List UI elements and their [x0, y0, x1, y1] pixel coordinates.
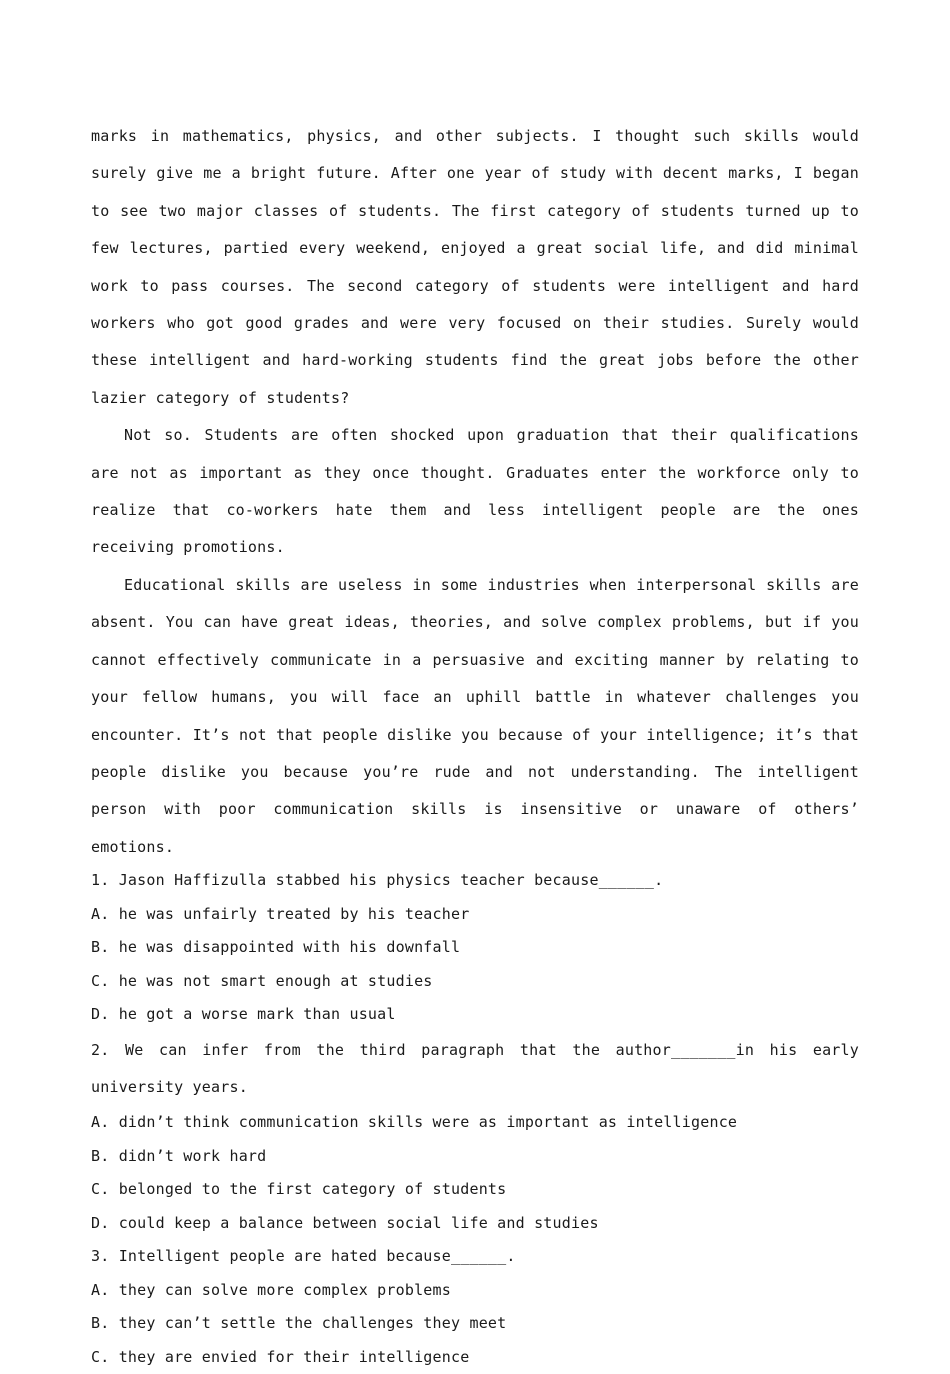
- paragraph-3: Educational skills are useless in some industries when interpersonal skills are absent. You can have great ideas, theories, and solve complex problems, but if you cannot effectively communicate in a persuasive and exciting manner by relating to your fellow humans, you will face an uphill battle in whatever challenges you encounter. It’s not that people dislike you because of your intelligence; it’s that people dislike you because you’re rude and not understanding. The intelligent person with poor communication skills is insensitive or unaware of others’ emotions.: [91, 575, 859, 856]
- option-c: C. they are envied for their intelligence: [91, 1347, 470, 1366]
- option-a: A. didn’t think communication skills were as important as intelligence: [91, 1113, 738, 1132]
- question-2: [91, 1032, 859, 1241]
- option-c: C. belonged to the first category of students: [91, 1180, 507, 1199]
- option-d: D. could keep a balance between social life and studies: [91, 1213, 599, 1232]
- option-a: A. they can solve more complex problems: [91, 1280, 451, 1299]
- paragraph-2: Not so. Students are often shocked upon graduation that their qualifications are not as important as they once thought. Graduates enter the workforce only to realize that co-workers hate them and less intelligent people are the ones receiving promotions.: [91, 426, 859, 557]
- paragraph-1: marks in mathematics, physics, and other subjects. I thought such skills would surely give me a bright future. After one year of study with decent marks, I began to see two major classes of students. The first category of students turned up to few lectures, partied every weekend, enjoyed a great social life, and did minimal work to pass courses. The second category of students were intelligent and hard workers who got good grades and were very focused on their studies. Surely would these intelligent and hard-working students find the great jobs before the other lazier category of students?: [91, 127, 859, 407]
- question-3: [91, 1240, 859, 1374]
- option-b: B. didn’t work hard: [91, 1146, 267, 1165]
- option-a: A. he was unfairly treated by his teacher: [91, 904, 470, 923]
- option-d: D. he got a worse mark than usual: [91, 1005, 396, 1024]
- question-stem: 1. Jason Haffizulla stabbed his physics teacher because______.: [91, 871, 664, 890]
- question-stem: 2. We can infer from the third paragraph that the author_______in his early university years.: [91, 1040, 859, 1097]
- option-b: B. he was disappointed with his downfall: [91, 938, 461, 957]
- document-page: [91, 118, 859, 1374]
- option-c: C. he was not smart enough at studies: [91, 971, 433, 990]
- question-stem: 3. Intelligent people are hated because______.: [91, 1247, 516, 1266]
- question-1: [91, 864, 859, 1032]
- option-b: B. they can’t settle the challenges they meet: [91, 1314, 507, 1333]
